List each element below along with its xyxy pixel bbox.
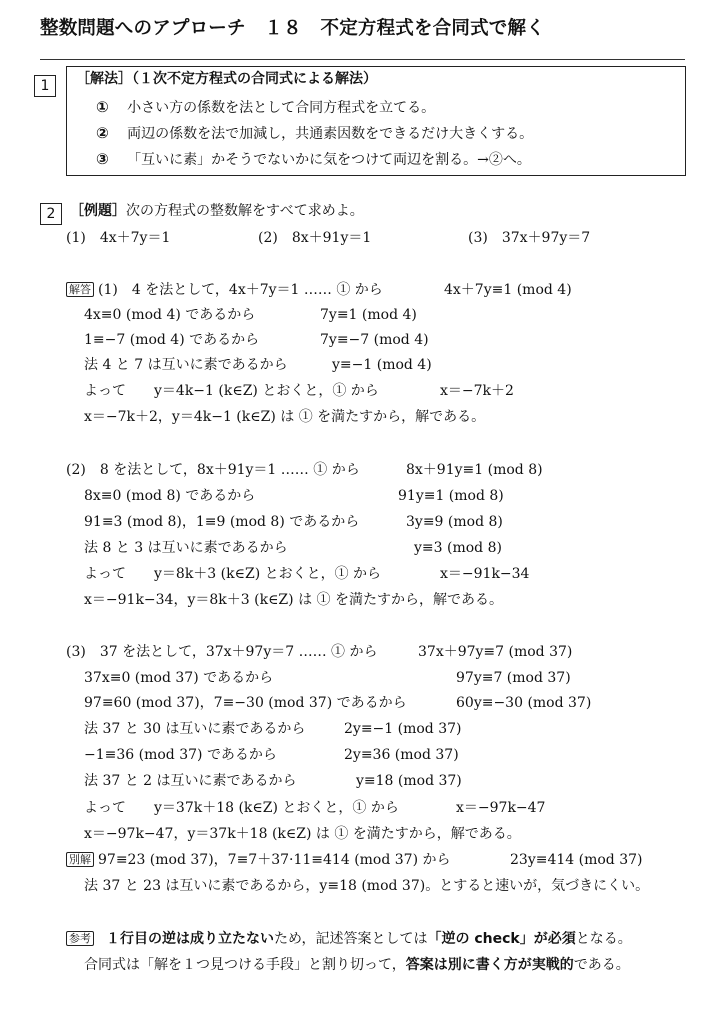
answer-2-conclusion: x＝−91k−34，y＝8k＋3 (k∈Z) は ① を満たすから，解である。 — [84, 592, 503, 608]
answer-3-row-1-right: 97y≡7 (mod 37) — [456, 670, 571, 686]
answer-1-row-4-right: x＝−7k＋2 — [440, 383, 514, 399]
answer-1-conclusion: x＝−7k＋2，y＝4k−1 (k∈Z) は ① を満たすから，解である。 — [84, 409, 486, 425]
answer-3-conclusion: x＝−97k−47，y＝37k＋18 (k∈Z) は ① を満たすから，解である。 — [84, 826, 521, 842]
answer-2-intro: (2) 8 を法として，8x＋91y＝1 …… ① から — [66, 462, 360, 478]
answer-3-row-6-left: よって y＝37k＋18 (k∈Z) とおくと，① から — [84, 800, 399, 816]
answer-2-row-2-right: 3y≡9 (mod 8) — [406, 514, 503, 530]
method-heading: ［解法］（１次不定方程式の合同式による解法） — [76, 71, 377, 87]
example-text: 次の方程式の整数解をすべて求めよ。 — [126, 203, 364, 219]
answer-2-row-3-left: 法 8 と 3 は互いに素であるから — [84, 540, 288, 556]
alt-line-2: 法 37 と 23 は互いに素であるから，y≡18 (mod 37)。とすると速いが，気づきにくい。 — [84, 878, 650, 894]
answer-3-intro-right: 37x＋97y≡7 (mod 37) — [418, 644, 573, 660]
answer-3-row-3-right: 2y≡−1 (mod 37) — [344, 721, 462, 737]
ref-emph-3: 答案は別に書く方が実戦的 — [405, 957, 574, 973]
answer-2-row-3-right: y≡3 (mod 8) — [414, 540, 502, 556]
step-text: 「互いに素」かそうでないかに気をつけて両辺を割る。→②へ。 — [127, 152, 531, 168]
method-step-2 — [96, 124, 533, 143]
answer-2-row-1-left: 8x≡0 (mod 8) であるから — [84, 488, 256, 504]
ref-text-3: 合同式は「解を１つ見つける手段」と割り切って， — [84, 957, 406, 973]
answer-1-row-3-left: 法 4 と 7 は互いに素であるから — [84, 357, 288, 373]
step-mark: ③ — [96, 150, 109, 168]
problem-2: (2) 8x＋91y＝1 — [258, 230, 372, 246]
title-divider — [40, 59, 685, 60]
answer-1-row-2-right: 7y≡−7 (mod 4) — [320, 332, 429, 348]
answer-3-row-2-right: 60y≡−30 (mod 37) — [456, 695, 592, 711]
ref-emph-2: 「逆の check」が必須 — [427, 931, 576, 947]
step-text: 小さい方の係数を法として合同方程式を立てる。 — [127, 100, 436, 116]
answer-2-row-1-right: 91y≡1 (mod 8) — [398, 488, 504, 504]
problem-3: (3) 37x＋97y＝7 — [468, 230, 591, 246]
answer-3-row-4-left: −1≡36 (mod 37) であるから — [84, 747, 277, 763]
reference-line-1 — [66, 930, 632, 948]
ref-badge: 参考 — [66, 931, 94, 946]
answer-1-row-1-right: 7y≡1 (mod 4) — [320, 307, 417, 323]
method-step-3 — [96, 150, 531, 169]
ref-text-2: となる。 — [575, 931, 632, 947]
answer-3-row-3-left: 法 37 と 30 は互いに素であるから — [84, 721, 306, 737]
problem-1: (1) 4x＋7y＝1 — [66, 230, 171, 246]
example-label: ［例題］ — [70, 203, 126, 219]
answer-1-intro — [66, 281, 383, 299]
step-text: 両辺の係数を法で加減し，共通素因数をできるだけ大きくする。 — [127, 126, 534, 142]
answer-3-row-4-right: 2y≡36 (mod 37) — [344, 747, 459, 763]
answer-1-intro-text: (1) 4 を法として，4x＋7y＝1 …… ① から — [98, 282, 383, 298]
answer-3-row-5-left: 法 37 と 2 は互いに素であるから — [84, 773, 297, 789]
answer-2-row-4-right: x＝−91k−34 — [440, 566, 530, 582]
answer-1-intro-right: 4x＋7y≡1 (mod 4) — [444, 282, 572, 298]
answer-1-row-3-right: y≡−1 (mod 4) — [332, 357, 432, 373]
answer-2-row-4-left: よって y＝8k＋3 (k∈Z) とおくと，① から — [84, 566, 382, 582]
section-2-number: 2 — [40, 203, 62, 225]
alt-badge: 別解 — [66, 852, 94, 867]
answer-1-row-2-left: 1≡−7 (mod 4) であるから — [84, 332, 260, 348]
reference-line-2 — [84, 956, 630, 974]
alt-line-1-right: 23y≡414 (mod 37) — [510, 852, 643, 868]
answer-1-row-4-left: よって y＝4k−1 (k∈Z) とおくと，① から — [84, 383, 379, 399]
answer-2-intro-right: 8x＋91y≡1 (mod 8) — [406, 462, 543, 478]
answer-1-row-1-left: 4x≡0 (mod 4) であるから — [84, 307, 256, 323]
step-mark: ② — [96, 124, 109, 142]
answer-3-row-6-right: x＝−97k−47 — [456, 800, 546, 816]
method-step-1 — [96, 98, 435, 117]
answer-3-row-1-left: 37x≡0 (mod 37) であるから — [84, 670, 274, 686]
section-1-number: 1 — [34, 75, 56, 97]
page-title: 整数問題へのアプローチ １８ 不定方程式を合同式で解く — [40, 18, 545, 39]
answer-badge: 解答 — [66, 282, 94, 297]
answer-2-row-2-left: 91≡3 (mod 8)，1≡9 (mod 8) であるから — [84, 514, 360, 530]
alt-line-1 — [66, 851, 451, 869]
ref-emph-1: １行目の逆は成り立たない — [106, 931, 274, 947]
answer-3-row-5-right: y≡18 (mod 37) — [356, 773, 462, 789]
ref-text-1: ため，記述答案としては — [274, 931, 428, 947]
answer-3-intro: (3) 37 を法として，37x＋97y＝7 …… ① から — [66, 644, 378, 660]
ref-text-4: である。 — [573, 957, 630, 973]
step-mark: ① — [96, 98, 109, 116]
example-prompt — [70, 202, 364, 220]
answer-3-row-2-left: 97≡60 (mod 37)，7≡−30 (mod 37) であるから — [84, 695, 407, 711]
alt-line-1-text: 97≡23 (mod 37)，7≡7＋37·11≡414 (mod 37) から — [98, 852, 451, 868]
